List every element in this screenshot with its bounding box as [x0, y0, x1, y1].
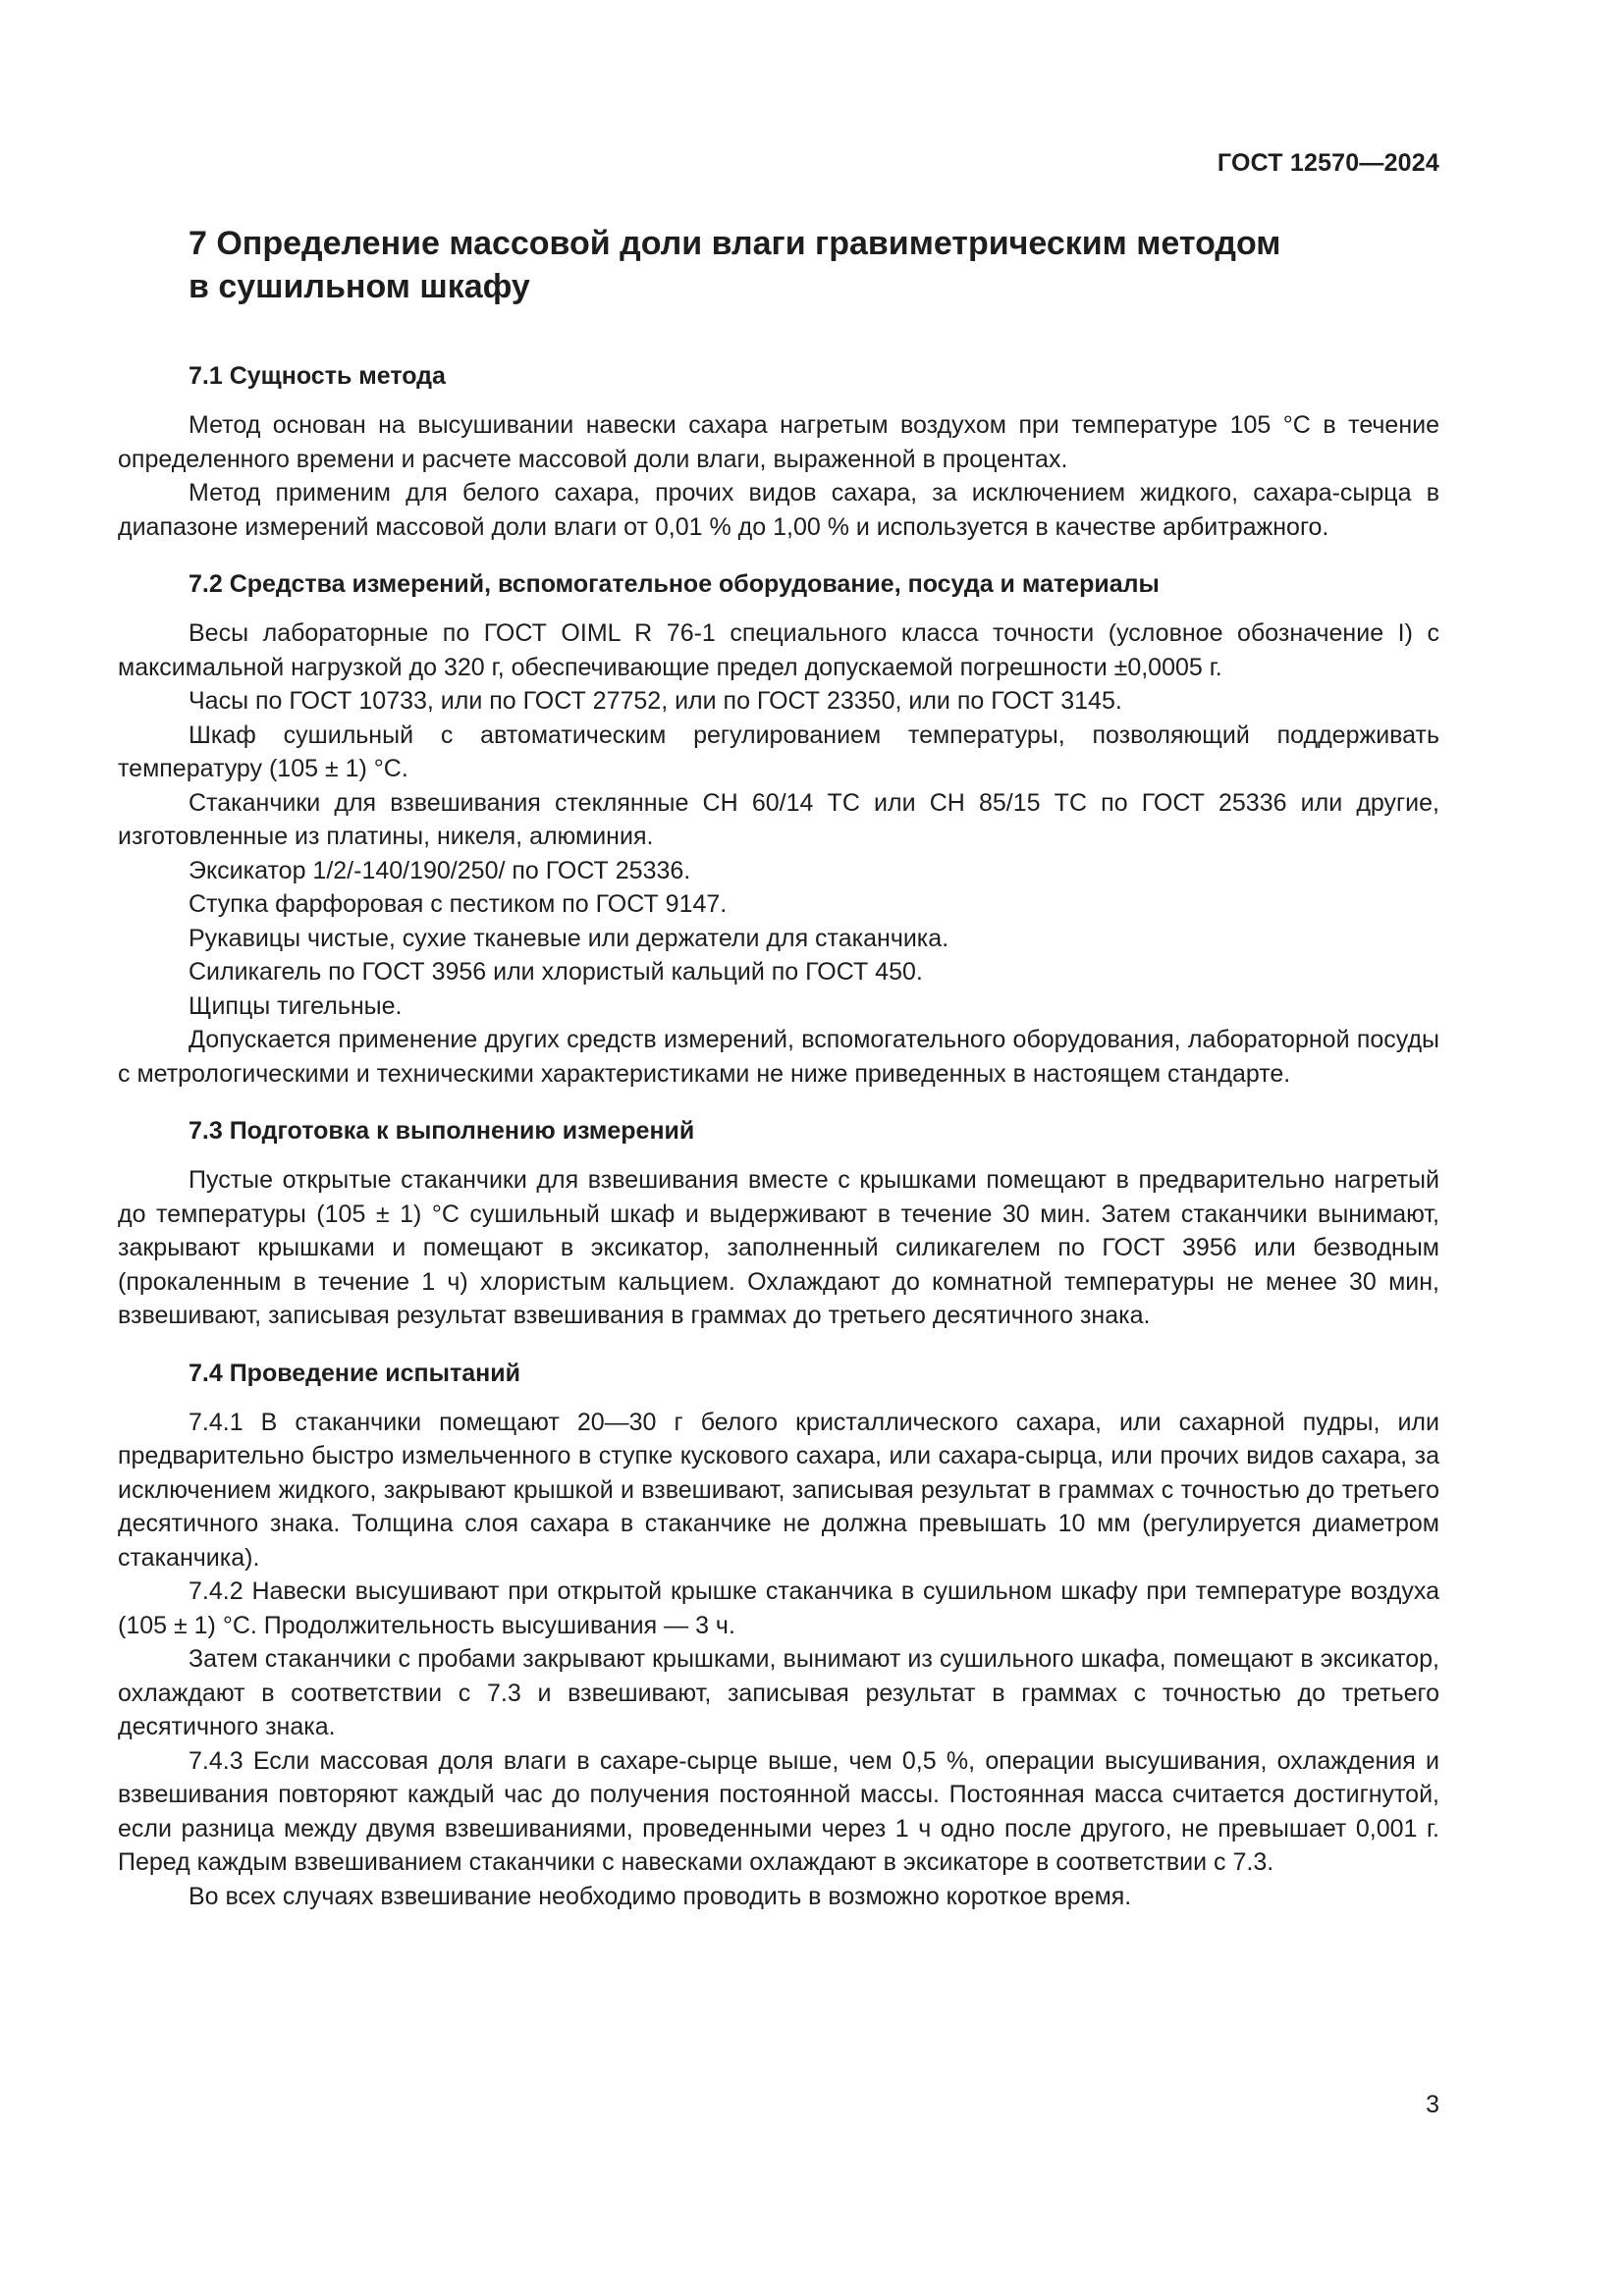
section-7-4-paragraph: 7.4.1 В стаканчики помещают 20—30 г белого кристаллического сахара, или сахарной пудры, или предварительно быстро измельченного в ступке кускового сахара, или сахара-сырца, или прочих видов сахара, за исключением жидкого, закрывают крышкой и взвешивают, записывая результат в граммах с точностью до третьего десятичного знака. Толщина слоя сахара в стаканчике не должна превышать 10 мм (регулируется диаметром стаканчика). — [118, 1408, 1439, 1572]
section-7-4-paragraph: 7.4.2 Навески высушивают при открытой крышке стаканчика в сушильном шкафу при температуре воздуха (105 ± 1) °С. Продолжительность высушивания — 3 ч. — [118, 1577, 1439, 1639]
section-7-4-paragraph: Затем стаканчики с пробами закрывают крышками, вынимают из сушильного шкафа, помещают в эксикатор, охлаждают в соответствии с 7.3 и взвешивают, записывая результат в граммах с точностью до третьего десятичного знака. — [118, 1645, 1439, 1740]
spacer — [118, 544, 1439, 567]
page-number: 3 — [1426, 2091, 1439, 2118]
section-7-4-paragraph: Во всех случаях взвешивание необходимо проводить в возможно короткое время. — [189, 1882, 1132, 1910]
section-7-2-paragraph: Весы лабораторные по ГОСТ OIML R 76-1 специального класса точности (условное обозначение I) с максимальной нагрузкой до 320 г, обеспечивающие предел допускаемой погрешности ±0,0005 г. — [118, 619, 1439, 681]
section-7-1-title: 7.1 Сущность метода — [189, 362, 446, 390]
section-7-1-paragraph: Метод основан на высушивании навески сахара нагретым воздухом при температуре 105 °С в течение определенного времени и расчете массовой доли влаги, выраженной в процентах. — [118, 411, 1439, 473]
section-7-1-paragraph: Метод применим для белого сахара, прочих видов сахара, за исключением жидкого, сахара-сырца в диапазоне измерений массовой доли влаги от 0,01 % до 1,00 % и используется в качестве арбитражного. — [118, 479, 1439, 541]
chapter-title-line-2: в сушильном шкафу — [189, 268, 530, 305]
section-7-4-paragraph: 7.4.3 Если массовая доля влаги в сахаре-сырце выше, чем 0,5 %, операции высушивания, охлаждения и взвешивания повторяют каждый час до получения постоянной массы. Постоянная масса считается достигнутой, если разница между двумя взвешиваниями, проведенными через 1 ч одно после другого, не превышает 0,001 г. Перед каждым взвешиванием стаканчики с навесками охлаждают в эксикаторе в соответствии с 7.3. — [118, 1746, 1439, 1876]
section-7-2-paragraph: Часы по ГОСТ 10733, или по ГОСТ 27752, или по ГОСТ 23350, или по ГОСТ 3145. — [189, 687, 1122, 715]
section-7-4-title: 7.4 Проведение испытаний — [189, 1359, 520, 1387]
section-7-3-paragraph: Пустые открытые стаканчики для взвешивания вместе с крышками помещают в предварительно нагретый до температуры (105 ± 1) °С сушильный шкаф и выдерживают в течение 30 мин. Затем стаканчики вынимают, закрывают крышками и помещают в эксикатор, заполненный силикагелем по ГОСТ 3956 или безводным (прокаленным в течение 1 ч) хлористым кальцием. Охлаждают до комнатной температуры не менее 30 мин, взвешивают, записывая результат взвешивания в граммах до третьего десятичного знака. — [118, 1166, 1439, 1329]
section-7-2-paragraph: Допускается применение других средств измерений, вспомогательного оборудования, лабораторной посуды с метрологическими и техническими характеристиками не ниже приведенных в настоящем стандарте. — [118, 1026, 1439, 1088]
spacer — [118, 1333, 1439, 1357]
spacer — [118, 1091, 1439, 1114]
chapter-title — [189, 222, 1439, 308]
section-7-2-paragraph: Щипцы тигельные. — [189, 991, 403, 1020]
section-7-2-paragraph: Эксикатор 1/2/-140/190/250/ по ГОСТ 25336. — [189, 856, 691, 884]
page-content — [118, 222, 1439, 1913]
document-code: ГОСТ 12570—2024 — [1217, 149, 1439, 177]
section-7-2-paragraph: Стаканчики для взвешивания стеклянные СН 60/14 ТС или СН 85/15 ТС по ГОСТ 25336 или другие, изготовленные из платины, никеля, алюминия. — [118, 788, 1439, 850]
section-7-2-paragraph: Ступка фарфоровая с пестиком по ГОСТ 9147. — [189, 890, 728, 918]
section-7-2-title: 7.2 Средства измерений, вспомогательное оборудование, посуда и материалы — [189, 570, 1160, 598]
section-7-2-paragraph: Силикагель по ГОСТ 3956 или хлористый кальций по ГОСТ 450. — [189, 958, 923, 986]
chapter-title-line-1: 7 Определение массовой доли влаги гравиметрическим методом — [189, 225, 1281, 262]
section-7-2-paragraph: Рукавицы чистые, сухие тканевые или держатели для стаканчика. — [189, 924, 949, 952]
section-7-3-title: 7.3 Подготовка к выполнению измерений — [189, 1117, 695, 1145]
section-7-2-paragraph: Шкаф сушильный с автоматическим регулированием температуры, позволяющий поддерживать температуру (105 ± 1) °С. — [118, 721, 1439, 782]
